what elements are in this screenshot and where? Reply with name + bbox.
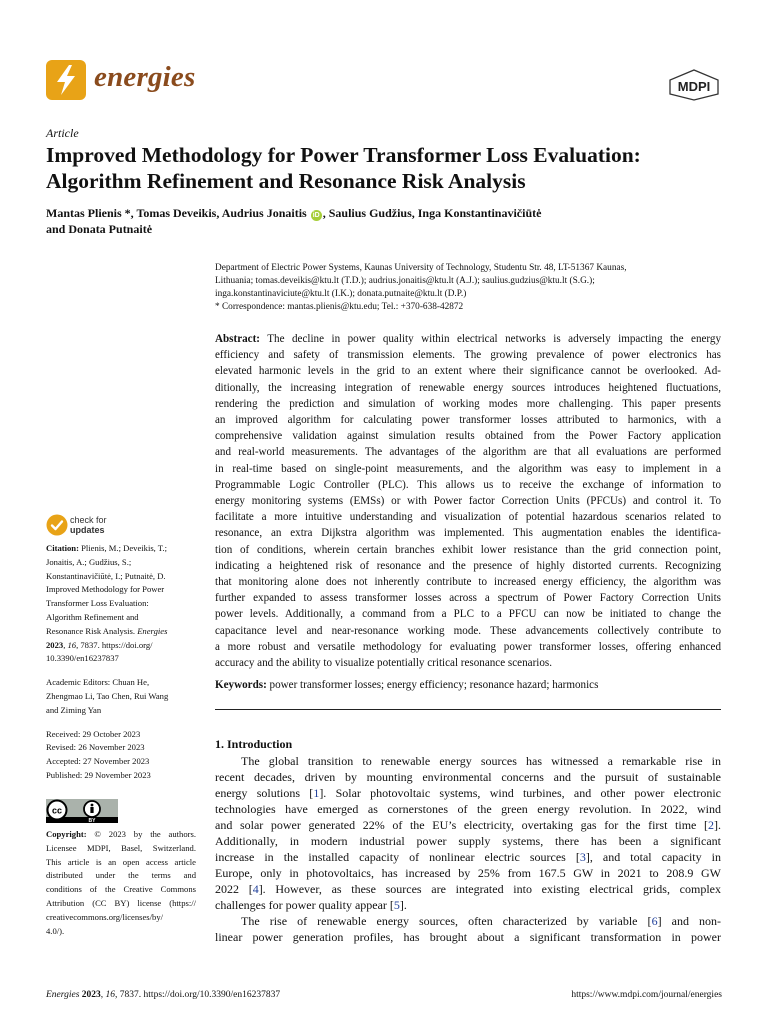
introduction-line: Europe, only in photovoltaics, has increased by 25% from 167.5 GW in 2021 to 208.9 GW [215, 866, 721, 880]
introduction-line: and solar power generated 22% of the EU’s electricity, overtaking gas for the first time [2]. [215, 818, 721, 832]
accepted-date: Accepted: 27 November 2023 [46, 756, 150, 767]
publisher-name: MDPI [677, 79, 711, 94]
correspondence-line: * Correspondence: mantas.plienis@ktu.edu; Tel.: +370-638-42872 [215, 302, 464, 312]
check-updates-line: updates [70, 525, 105, 535]
reference-link[interactable]: 4 [252, 882, 259, 896]
introduction-body [215, 753, 721, 945]
copyright-line: Licensee MDPI, Basel, Switzerland. [46, 842, 196, 853]
footer-citation: Energies 2023, 16, 7837. https://doi.org/10.3390/en16237837 [46, 990, 281, 1000]
footer-journal-url[interactable]: https://www.mdpi.com/journal/energies [571, 990, 722, 1000]
cc-by-license-icon[interactable] [46, 799, 118, 823]
sidebar [46, 542, 196, 783]
author-line: and Donata Putnaitė [46, 222, 153, 236]
citation-journal: Energies [137, 625, 168, 636]
copyright-line: creativecommons.org/licenses/by/ [46, 911, 164, 922]
copyright-notice [46, 828, 196, 938]
copyright-label: Copyright: [46, 829, 87, 839]
introduction-line: 2022 [4]. However, as these sources are integrated into existing electrical grids, complex [215, 882, 721, 896]
reference-link[interactable]: 2 [708, 818, 714, 832]
editors-line: Academic Editors: Chuan He, [46, 677, 150, 688]
citation-label: Citation: [46, 543, 79, 553]
revised-date: Revised: 26 November 2023 [46, 742, 145, 753]
published-date: Published: 29 November 2023 [46, 769, 151, 780]
introduction-line: energy solutions [1]. Solar photovoltaic systems, wind turbines, and other power electronic [215, 786, 721, 800]
check-for-updates-button[interactable] [70, 515, 107, 535]
abstract-line: ditionally, the increasing integration of renewable energy sources introduces heightened fluctuations, [215, 381, 721, 394]
abstract-line: a more robust and versatile methodology for evaluating power transformer losses, offering enhanced [215, 640, 721, 653]
title-line: Improved Methodology for Power Transformer Loss Evaluation: [46, 143, 641, 167]
abstract-label: Abstract: [215, 333, 260, 345]
abstract-line: power levels. Additionally, a command from a PLC to a PFCU can now be initiated to change the [215, 608, 721, 621]
check-updates-line: check for [70, 515, 107, 525]
editors-line: Zhengmao Li, Tao Chen, Rui Wang [46, 690, 169, 701]
abstract-line: rendering the prediction and simulation of working modes more challenging. This paper presents [215, 397, 721, 410]
abstract-line: an improved algorithm for calculating power transformer losses attributed to harmonics, with a [215, 414, 721, 427]
energies-logo-icon [46, 60, 86, 100]
editors-line: and Ziming Yan [46, 704, 102, 715]
abstract-line: in real-time based on single-point measurements, and the algorithm was easy to implement in a [215, 462, 721, 475]
orcid-icon[interactable]: iD [312, 212, 320, 219]
author-list [46, 205, 736, 237]
paper-title [46, 142, 736, 194]
introduction-line: Additionally, in modern industrial power supply systems, there has been a significant [215, 834, 721, 848]
copyright-line: Attribution (CC BY) license (https:// [46, 897, 196, 908]
reference-link[interactable]: 3 [579, 850, 586, 864]
reference-link[interactable]: 6 [651, 914, 658, 928]
received-date: Received: 29 October 2023 [46, 728, 141, 739]
introduction-line: recent decades, driven by mounting environmental concerns and the pursuit of sustainable [215, 770, 721, 784]
introduction-line: technologies have emerged as cornerstones of the green energy revolution. In 2022, wind [215, 802, 721, 816]
abstract [215, 331, 721, 671]
copyright-line: This article is an open access article [46, 856, 196, 867]
title-line: Algorithm Refinement and Resonance Risk Analysis [46, 169, 526, 193]
affiliation-line: Lithuania; tomas.deveikis@ktu.lt (T.D.); audrius.jonaitis@ktu.lt (A.J.); saulius.gudzius@ktu.lt (S.G.); [215, 276, 595, 286]
copyright-line: Copyright: © 2023 by the authors. [46, 829, 196, 839]
abstract-line: and real-world measurements. The advantages of the algorithm are that all evaluations are performed [215, 446, 721, 459]
abstract-line: indicating a heightened risk of resonance and the presence of highly distorted currents. Recognizing [215, 559, 721, 572]
citation-line: Jonaitis, A.; Gudžius, S.; [46, 556, 132, 567]
affiliation-block [215, 262, 725, 314]
abstract-line: further expanded to assess transformer losses across a spectrum of Power Factory Correction Units [215, 592, 721, 605]
svg-text:cc: cc [51, 805, 63, 816]
abstract-line: Abstract: The decline in power quality within electrical networks is adversely impacting the energy [215, 333, 721, 345]
citation-line: Algorithm Refinement and [46, 611, 139, 622]
abstract-line: energy monitoring systems (EMSs) or with Power factor Correction Units (PFCUs) and control it. To [215, 495, 721, 508]
introduction-line: The rise of renewable energy sources, often characterized by variable [6] and non- [241, 914, 722, 928]
abstract-line: capacitance level and near-resonance working mode. These advancements collectively contribute to [215, 624, 721, 637]
keywords [215, 677, 721, 693]
abstract-line: efficiency and safety of transmission elements. The growing prevalence of power electronics has [215, 349, 721, 362]
section-divider [215, 709, 721, 710]
citation-line: Transformer Loss Evaluation: [46, 598, 149, 609]
reference-link[interactable]: 5 [393, 898, 400, 912]
abstract-line: facilitate a more intuitive understanding and visualization of potential hazardous scenarios related to [215, 511, 721, 524]
keywords-text: power transformer losses; energy efficiency; resonance hazard; harmonics [266, 679, 599, 691]
copyright-line: conditions of the Creative Commons [46, 884, 196, 895]
introduction-line: The global transition to renewable energy sources has witnessed a remarkable rise in [241, 754, 721, 768]
svg-text:BY: BY [88, 818, 96, 823]
abstract-line: that monitoring alone does not inherently contribute to increased energy efficiency, the algorithm was [215, 576, 721, 589]
citation-line: Citation: Plienis, M.; Deveikis, T.; [46, 543, 167, 553]
reference-link[interactable]: 1 [313, 786, 320, 800]
abstract-line: accuracy and the ability to visualize potentially critical resonance scenarios. [215, 657, 552, 670]
section-heading: 1. Introduction [215, 737, 293, 751]
citation-doi[interactable]: 10.3390/en16237837 [46, 653, 119, 664]
citation-line: Konstantinavičiūtė, I.; Putnaitė, D. [46, 570, 166, 581]
journal-name: energies [94, 61, 196, 93]
affiliation-line: Department of Electric Power Systems, Kaunas University of Technology, Studentu Str. 48, LT-51367 Kaunas, [215, 263, 627, 273]
introduction-line: challenges for power quality appear [5]. [215, 898, 407, 912]
check-for-updates-icon[interactable] [46, 514, 68, 536]
mdpi-logo-icon [666, 68, 722, 102]
introduction-line: increase in the installed capacity of nonlinear electric sources [3], and total capacity in [215, 850, 722, 864]
abstract-line: comprehensive validation against simulation results obtained from the Power Factory application [215, 430, 721, 443]
introduction-line: linear power generation profiles, has brought about a significant transformation in power [215, 930, 721, 944]
article-type: Article [46, 126, 79, 140]
abstract-line: resonance, an extra Dijkstra algorithm was implemented. This augmentation enables the identifica- [215, 527, 721, 540]
copyright-line: 4.0/). [46, 925, 65, 936]
author-line: Mantas Plienis *, Tomas Deveikis, Audrius Jonaitis iD , Saulius Gudžius, Inga Konstantinavičiūtė [46, 206, 542, 220]
keywords-label: Keywords: [215, 679, 267, 691]
citation-line: Resonance Risk Analysis. Energies [46, 625, 168, 636]
affiliation-line: inga.konstantinaviciute@ktu.lt (I.K.); donata.putnaite@ktu.lt (D.P.) [215, 289, 467, 299]
abstract-line: Programmable Logic Controller (PLC). This allows us to receive the exchange of information to [215, 478, 721, 491]
abstract-line: elevated harmonic levels in the grid to an extent where their significance cannot be overlooked. Ad- [215, 365, 721, 378]
abstract-line: tion of conditions, wherein certain branches exhibit lower resistance than the grid connection point, [215, 543, 721, 556]
citation-line: 2023, 16, 7837. https://doi.org/ [46, 639, 153, 650]
citation-line: Improved Methodology for Power [46, 584, 165, 595]
copyright-line: distributed under the terms and [46, 870, 196, 881]
